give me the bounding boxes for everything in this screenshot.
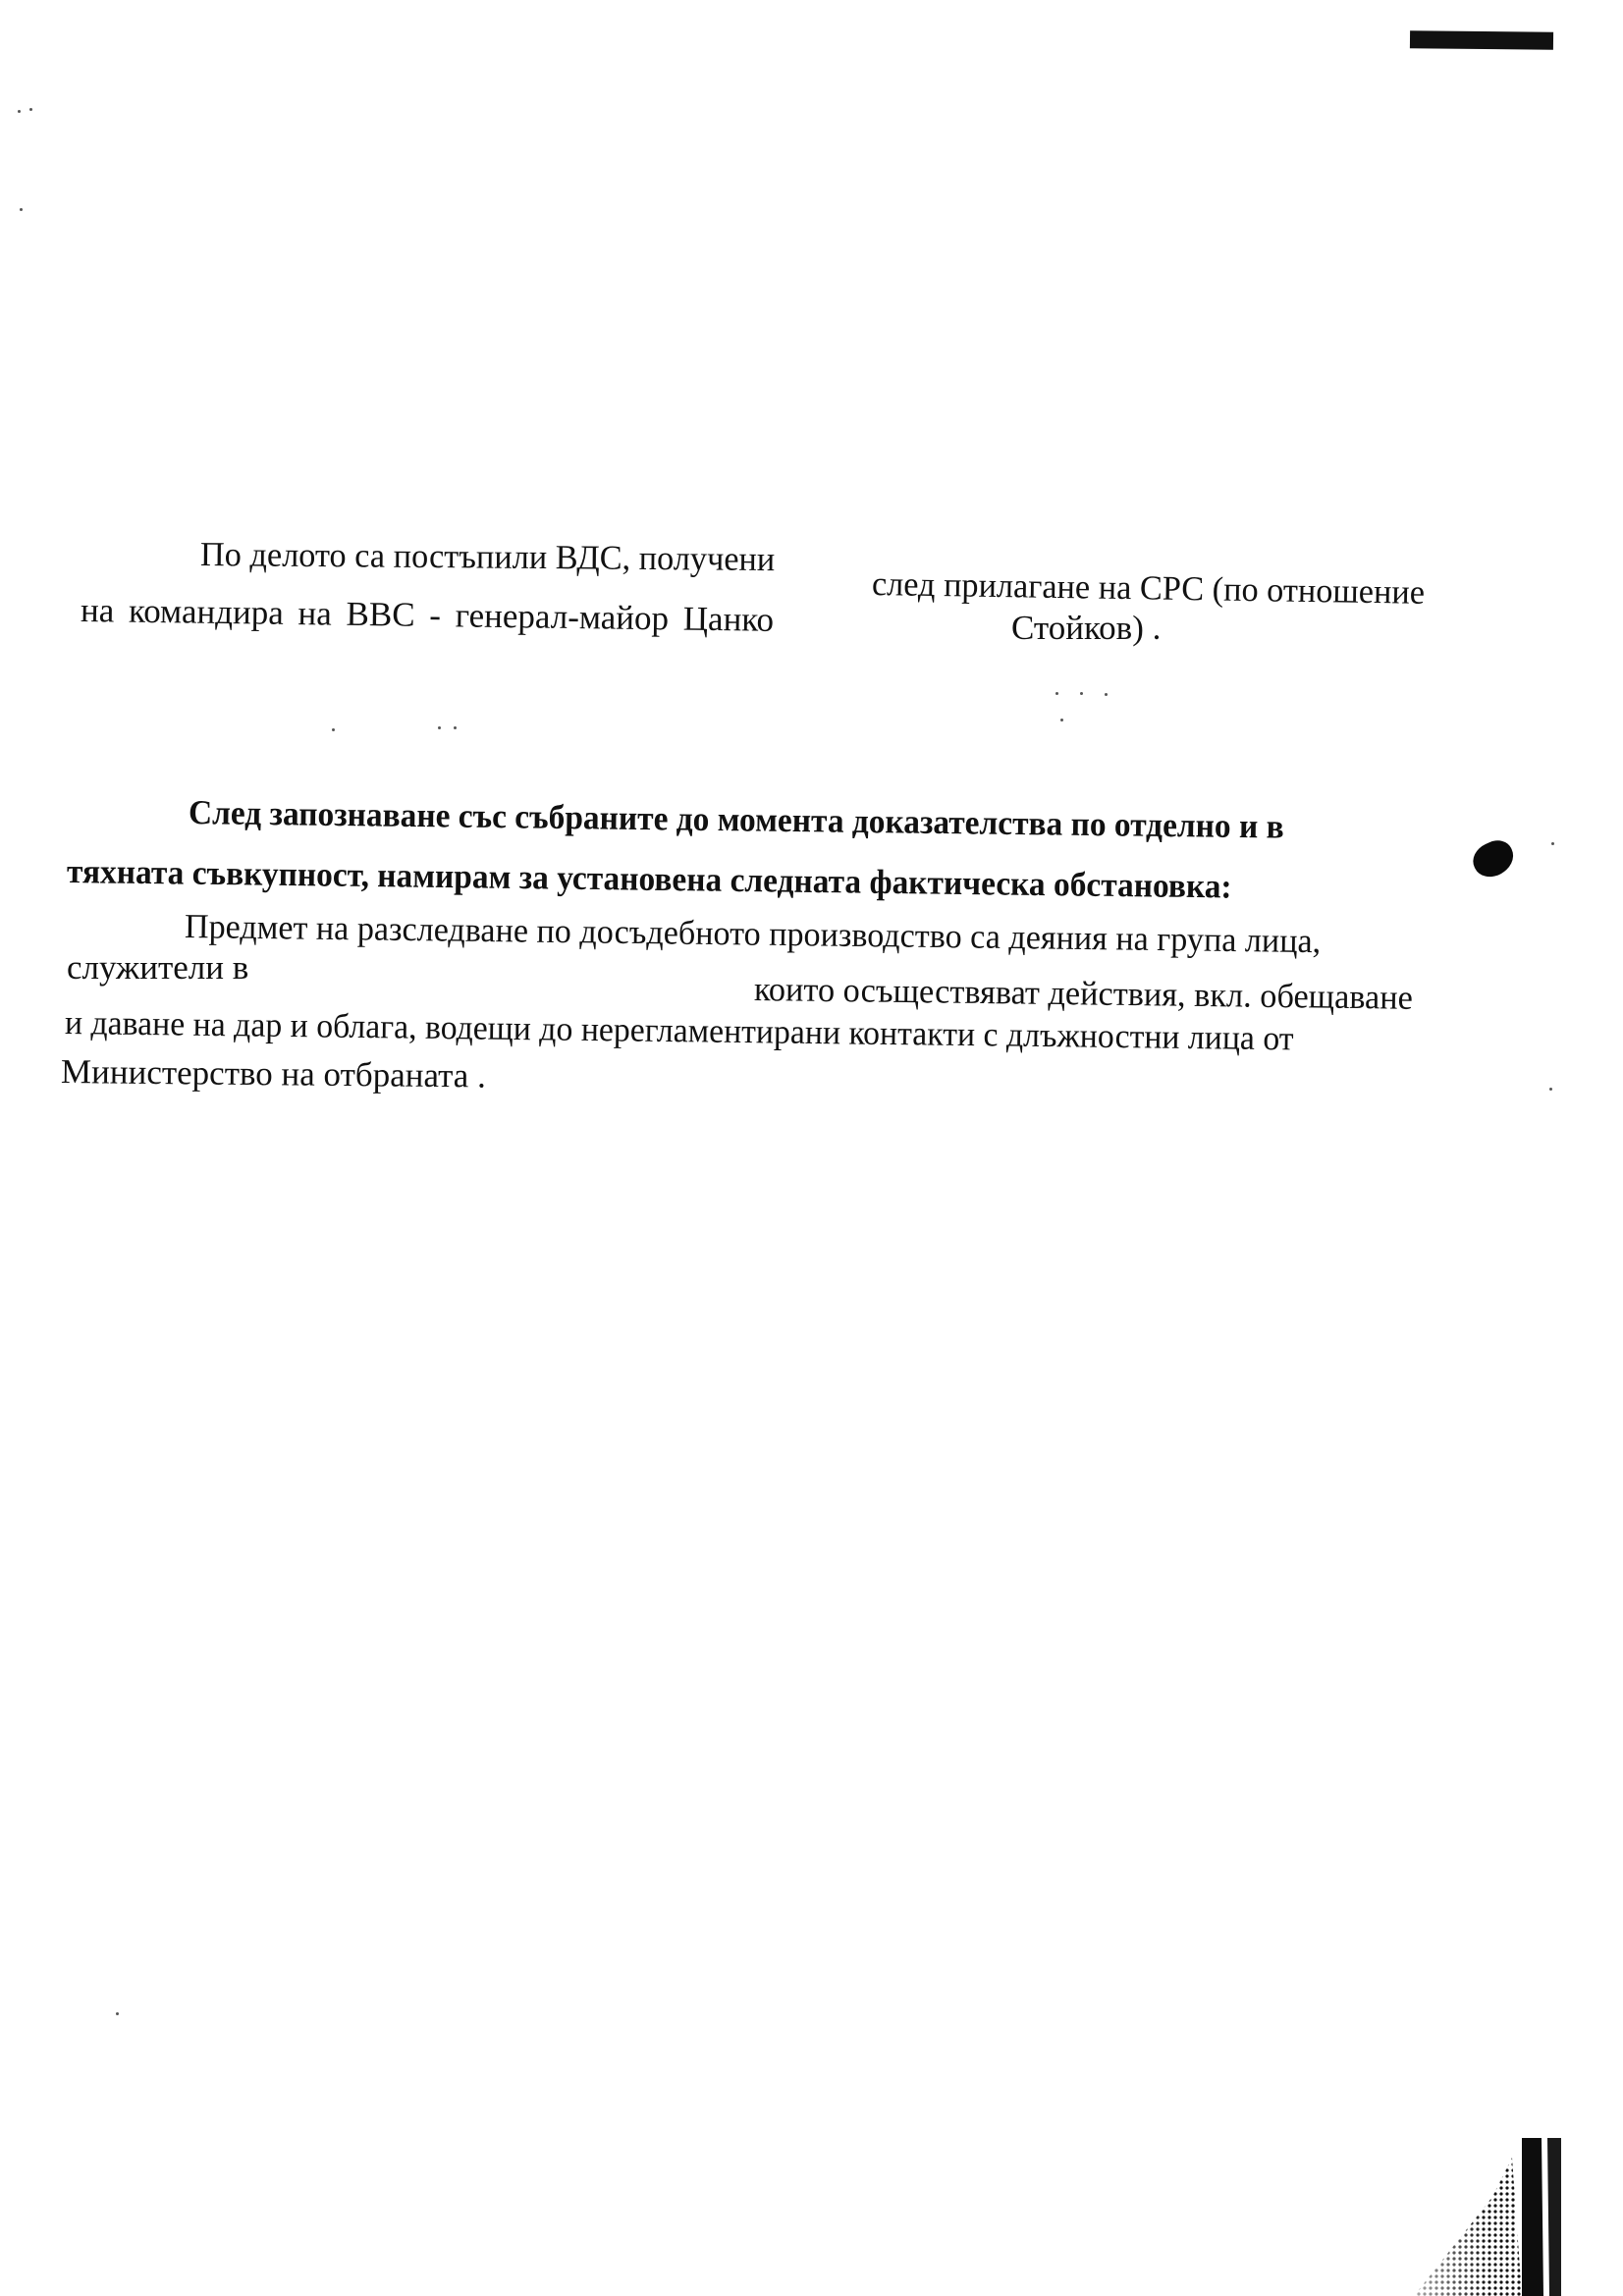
para1-line2a: на командира на ВВС - генерал-майор Цанко xyxy=(80,591,775,639)
scan-speck xyxy=(1060,719,1063,721)
para1-line2b: Стойков) . xyxy=(1011,609,1162,647)
para1-line1a: По делото са постъпили ВДС, получени xyxy=(199,535,776,579)
para2-line1: След запознаване със събраните до момента доказателства по отделно и в xyxy=(188,793,1284,846)
ink-blot xyxy=(1468,835,1519,883)
scan-speck xyxy=(332,728,335,731)
para3-line4: Министерство на отбраната . xyxy=(60,1052,487,1095)
scan-speck xyxy=(438,726,441,729)
para3-line1: Предмет на разследване по досъдебното производство са деяния на група лица, xyxy=(184,907,1322,961)
scan-speck xyxy=(29,108,32,111)
scan-speck xyxy=(116,2012,119,2015)
scan-speck xyxy=(1080,692,1083,695)
scan-speck xyxy=(1551,842,1554,845)
scan-edge-bar xyxy=(1410,30,1553,50)
scan-speck xyxy=(1549,1088,1552,1091)
scan-speck xyxy=(1105,693,1108,696)
para3-line2b: които осъществяват действия, вкл. обещаване xyxy=(753,970,1414,1017)
para2-line2: тяхната съвкупност, намирам за установена следната фактическа обстановка: xyxy=(66,852,1232,906)
para3-line2a: служители в xyxy=(67,948,249,987)
para1-line1b: след прилагане на СРС (по отношение xyxy=(871,564,1426,612)
scan-speck xyxy=(1055,692,1058,695)
scan-corner-artifact xyxy=(1375,2138,1563,2296)
scan-speck xyxy=(20,208,23,211)
para3-line3: и даване на дар и облага, водещи до нерегламентирани контакти с длъжностни лица от xyxy=(64,1003,1294,1058)
scan-speck xyxy=(18,110,21,113)
scan-speck xyxy=(454,726,457,729)
